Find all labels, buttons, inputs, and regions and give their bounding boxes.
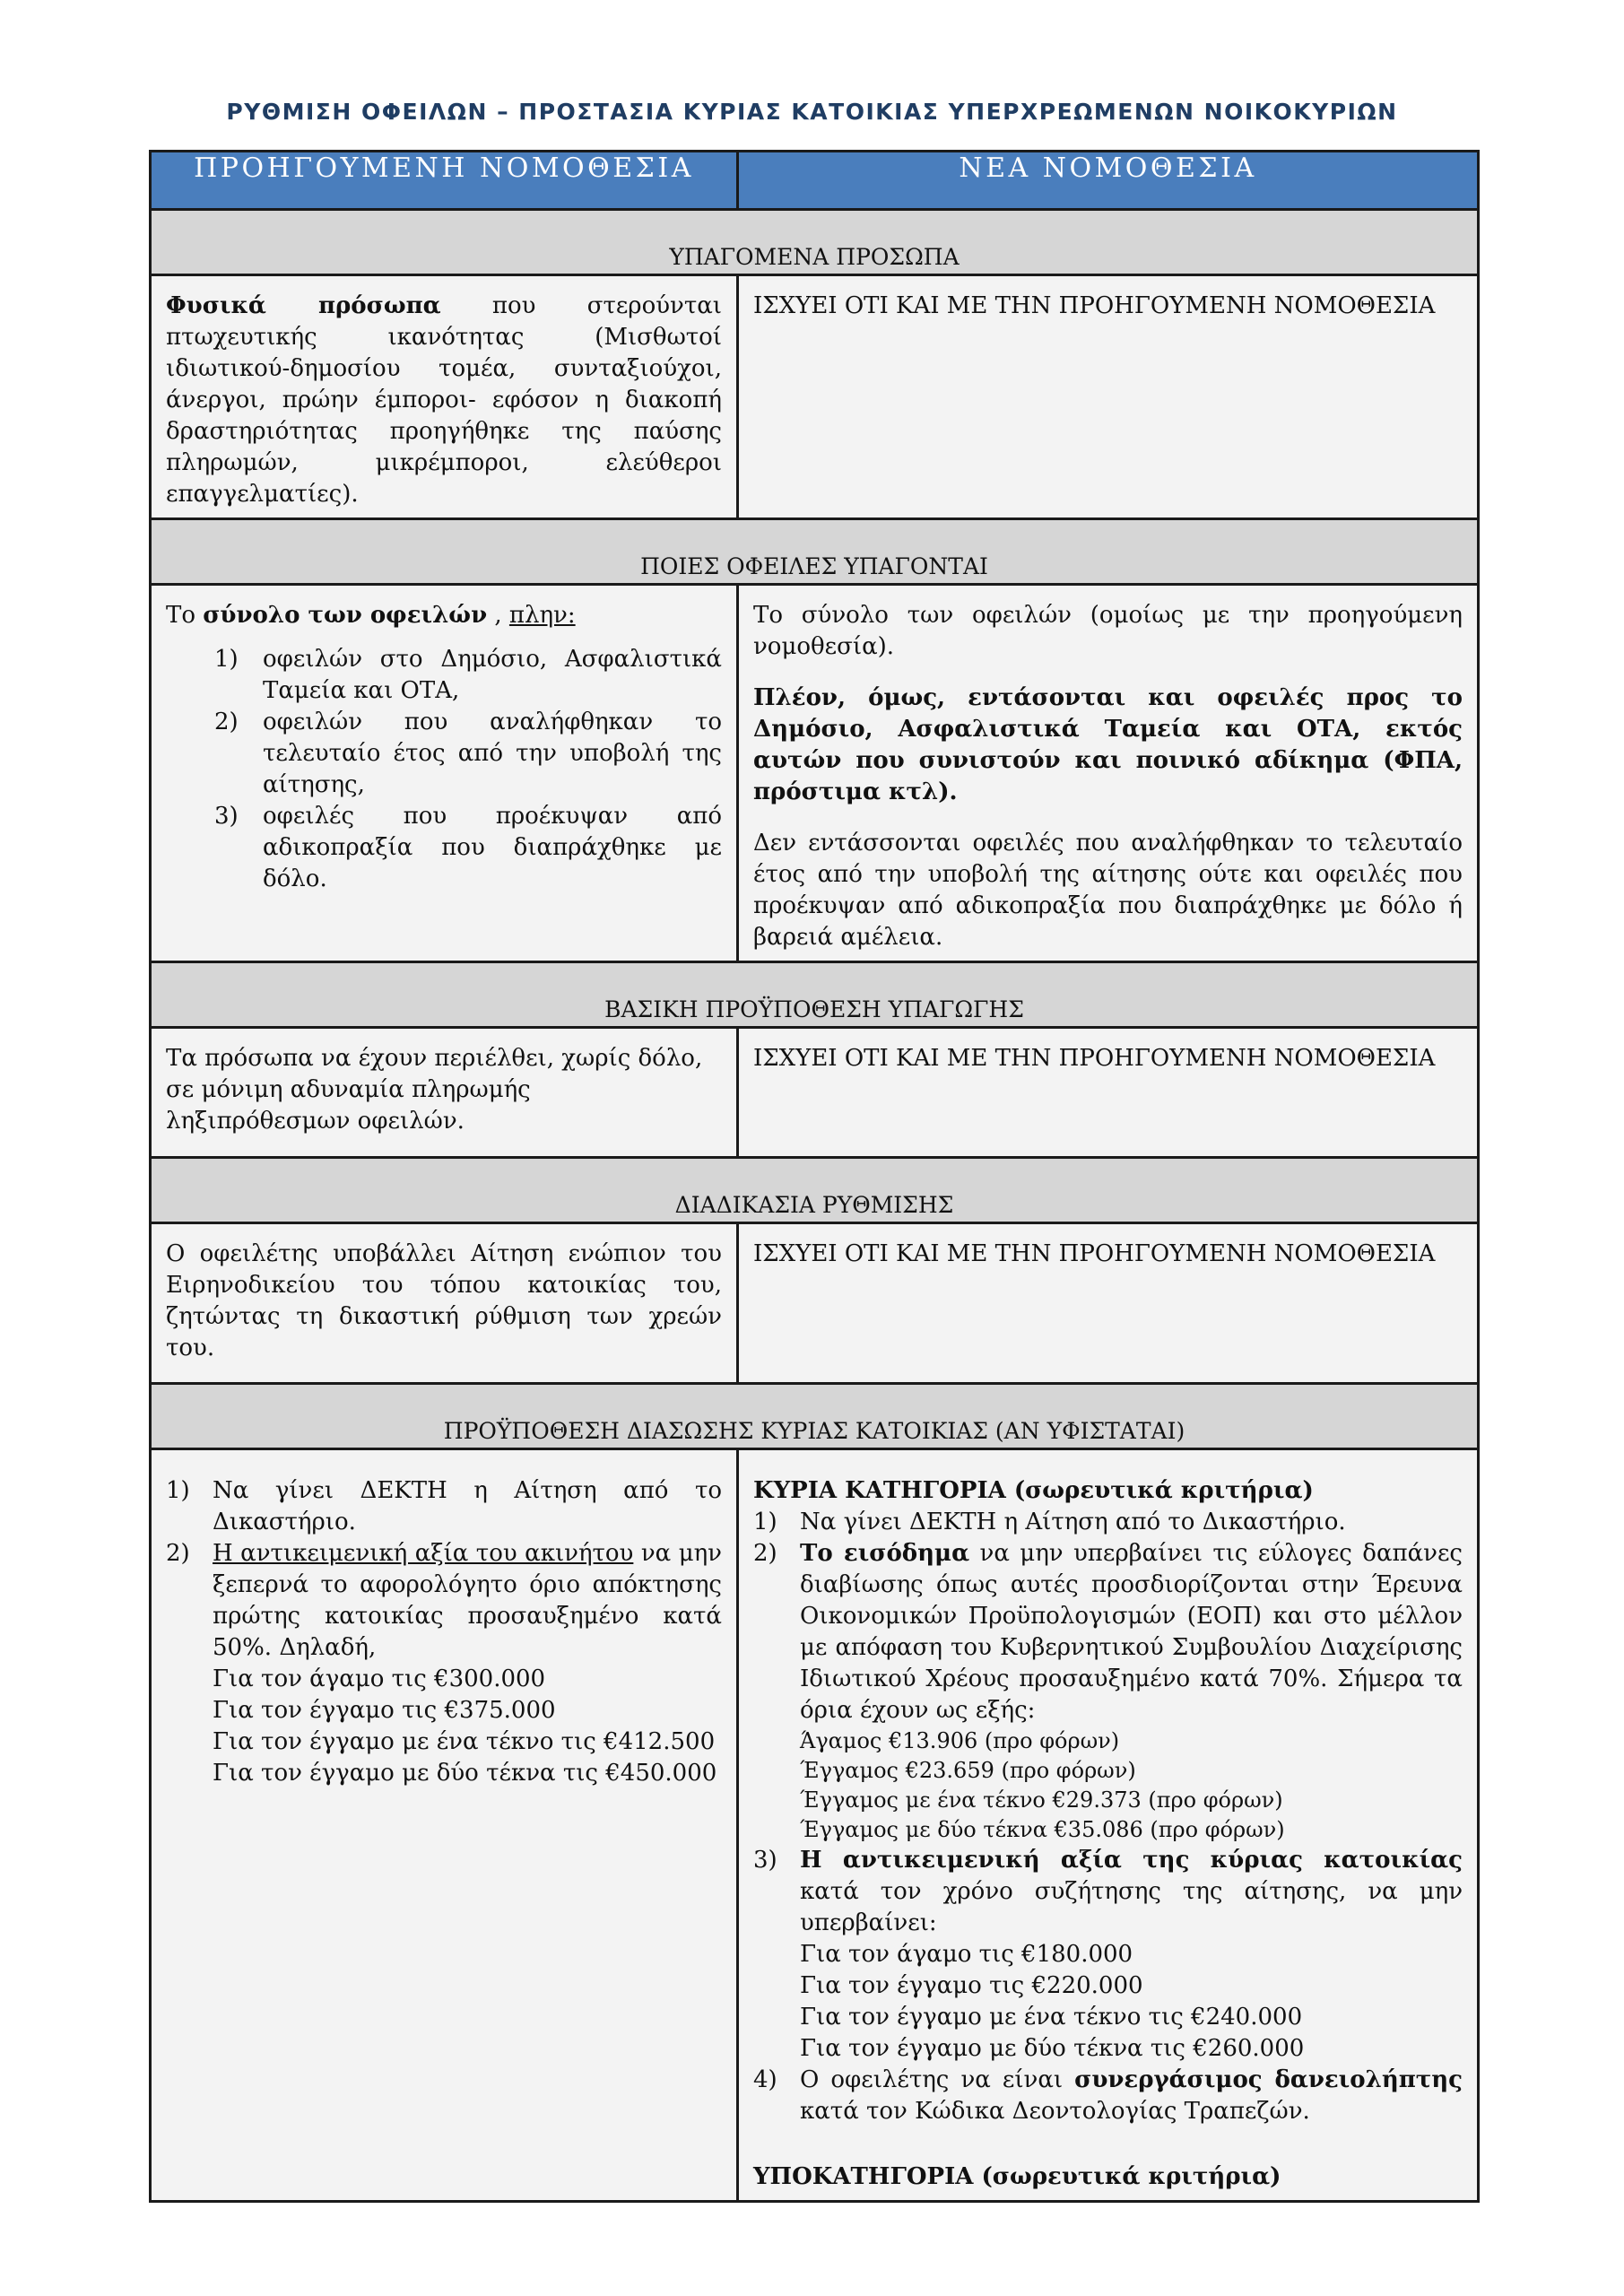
list-text: Να γίνει ΔΕΚΤΗ η Αίτηση από το Δικαστήριο. bbox=[800, 1509, 1346, 1535]
list-text: να μην ξεπερνά το αφορολόγητο όριο απόκτησης πρώτης κατοικίας προσαυξημένο κατά 50%. Δηλαδή, bbox=[213, 1540, 722, 1661]
list-text: να μην υπερβαίνει τις εύλογες δαπάνες διαβίωσης όπως αυτές προσδιορίζονται στην Έρευνα Οικονομικών Προϋπολογισμών (ΕΟΠ) και στο μέλλον με απόφαση του Κυβερνητικού Συμβουλίου Διαχείρισης Ιδιωτικού Χρέους προσαυξημένο κατά 70%. Σήμερα τα όρια έχουν ως εξής: bbox=[800, 1540, 1463, 1724]
threshold-line: Για τον έγγαμο τις €375.000 bbox=[213, 1697, 556, 1724]
list-text: οφειλές που προέκυψαν από αδικοπραξία που διαπράχθηκε με δόλο. bbox=[263, 803, 722, 892]
threshold-line: Για τον έγγαμο με ένα τέκνο τις €240.000 bbox=[800, 2004, 1303, 2031]
old-property-value: Η αντικειμενική αξία του ακινήτου bbox=[213, 1540, 634, 1567]
threshold-line: Για τον έγγαμο με ένα τέκνο τις €412.500 bbox=[213, 1728, 716, 1755]
section-body-row bbox=[151, 585, 1479, 962]
section-body-row bbox=[151, 1449, 1479, 2202]
list-item bbox=[166, 1475, 722, 1538]
new-residence-list bbox=[753, 1507, 1463, 2127]
list-number: 1) bbox=[214, 646, 239, 673]
section-heading-debts: ΠΟΙΕΣ ΟΦΕΙΛΕΣ ΥΠΑΓΟΝΤΑΙ bbox=[151, 519, 1479, 585]
new-debts-cell bbox=[738, 585, 1479, 962]
new-debts-p2-bold: Πλέον, όμως, εντάσονται και οφειλές προς το Δημόσιο, Ασφαλιστικά Ταμεία και ΟΤΑ, εκτός αυτών που συνιστούν και ποινικό αδίκημα (ΦΠΑ, πρόστιμα κτλ). bbox=[753, 684, 1463, 805]
old-debts-bold: σύνολο των οφειλών bbox=[203, 602, 488, 629]
list-number: 3) bbox=[214, 803, 239, 830]
list-number: 1) bbox=[166, 1477, 190, 1504]
new-procedure-text: ΙΣΧΥΕΙ ΟΤΙ ΚΑΙ ΜΕ ΤΗΝ ΠΡΟΗΓΟΥΜΕΝΗ ΝΟΜΟΘΕΣΙΑ bbox=[753, 1240, 1436, 1267]
income-line: Έγγαμος με δύο τέκνα €35.086 (προ φόρων) bbox=[800, 1817, 1285, 1842]
column-header-new: ΝΕΑ ΝΟΜΟΘΕΣΙΑ bbox=[738, 152, 1479, 210]
list-number: 3) bbox=[753, 1847, 777, 1874]
old-persons-rest: που στερούνται πτωχευτικής ικανότητας (Μισθωτοί ιδιωτικού-δημοσίου τομέα, συνταξιούχοι, άνεργοι, πρώην έμποροι- εφόσον η διακοπή δραστηριότητας προηγήθηκε της παύσης πληρωμών, μικρέμποροι, ελεύθεροι επαγγελματίες). bbox=[166, 292, 722, 508]
new-condition-text: ΙΣΧΥΕΙ ΟΤΙ ΚΑΙ ΜΕ ΤΗΝ ΠΡΟΗΓΟΥΜΕΝΗ ΝΟΜΟΘΕΣΙΑ bbox=[753, 1045, 1436, 1072]
threshold-line: Για τον άγαμο τις €180.000 bbox=[800, 1941, 1133, 1968]
list-text: κατά τον Κώδικα Δεοντολογίας Τραπεζών. bbox=[800, 2098, 1310, 2125]
new-persons-text: ΙΣΧΥΕΙ ΟΤΙ ΚΑΙ ΜΕ ΤΗΝ ΠΡΟΗΓΟΥΜΕΝΗ ΝΟΜΟΘΕΣΙΑ bbox=[753, 292, 1436, 319]
list-number: 2) bbox=[214, 709, 239, 735]
threshold-line: Για τον άγαμο τις €300.000 bbox=[213, 1665, 546, 1692]
new-condition-cell bbox=[738, 1028, 1479, 1158]
list-item bbox=[753, 1538, 1463, 1845]
section-heading-row bbox=[151, 210, 1479, 275]
list-text: κατά τον χρόνο συζήτησης της αίτησης, να μην υπερβαίνει: bbox=[800, 1878, 1463, 1936]
new-debts-p3: Δεν εντάσσονται οφειλές που αναλήφθηκαν το τελευταίο έτος από την υποβολή της αίτησης ούτε και οφειλές που προέκυψαν από αδικοπραξία που διαπράχθηκε με δόλο ή βαρειά αμέλεια. bbox=[753, 830, 1463, 951]
section-heading-condition: ΒΑΣΙΚΗ ΠΡΟΫΠΟΘΕΣΗ ΥΠΑΓΩΓΗΣ bbox=[151, 962, 1479, 1028]
list-text: Να γίνει ΔΕΚΤΗ η Αίτηση από το Δικαστήριο. bbox=[213, 1477, 722, 1535]
old-debts-list bbox=[166, 644, 722, 895]
list-number: 1) bbox=[753, 1509, 777, 1535]
threshold-line: Για τον έγγαμο με δύο τέκνα τις €260.000 bbox=[800, 2035, 1305, 2062]
old-debts-mid: , bbox=[487, 602, 509, 629]
list-number: 2) bbox=[753, 1540, 777, 1567]
column-header-old: ΠΡΟΗΓΟΥΜΕΝΗ ΝΟΜΟΘΕΣΙΑ bbox=[151, 152, 738, 210]
cooperative-borrower-bold: συνεργάσιμος δανειολήπτης bbox=[1074, 2066, 1463, 2093]
old-persons-bold: Φυσικά πρόσωπα bbox=[166, 292, 441, 319]
section-heading-row bbox=[151, 1384, 1479, 1449]
list-number: 2) bbox=[166, 1540, 190, 1567]
new-persons-cell bbox=[738, 275, 1479, 519]
section-heading-procedure: ΔΙΑΔΙΚΑΣΙΑ ΡΥΘΜΙΣΗΣ bbox=[151, 1158, 1479, 1223]
section-body-row bbox=[151, 1223, 1479, 1384]
list-text: οφειλών που αναλήφθηκαν το τελευταίο έτος από την υποβολή της αίτησης, bbox=[263, 709, 722, 798]
new-residence-cell bbox=[738, 1449, 1479, 2202]
income-line: Άγαμος €13.906 (προ φόρων) bbox=[800, 1728, 1120, 1753]
old-debts-pre: Το bbox=[166, 602, 204, 629]
income-line: Έγγαμος με ένα τέκνο €29.373 (προ φόρων) bbox=[800, 1787, 1283, 1813]
section-body-row bbox=[151, 1028, 1479, 1158]
income-bold: Το εισόδημα bbox=[800, 1540, 970, 1567]
new-procedure-cell bbox=[738, 1223, 1479, 1384]
old-condition-text: Τα πρόσωπα να έχουν περιέλθει, χωρίς δόλο, σε μόνιμη αδυναμία πληρωμής ληξιπρόθεσμων οφειλών. bbox=[166, 1045, 703, 1135]
list-item bbox=[166, 1538, 722, 1789]
section-heading-row bbox=[151, 1158, 1479, 1223]
list-item bbox=[753, 1507, 1463, 1538]
section-heading-row bbox=[151, 519, 1479, 585]
threshold-line: Για τον έγγαμο τις €220.000 bbox=[800, 1972, 1143, 1999]
section-heading-persons: ΥΠΑΓΟΜΕΝΑ ΠΡΟΣΩΠΑ bbox=[151, 210, 1479, 275]
section-heading-row bbox=[151, 962, 1479, 1028]
column-header-row bbox=[151, 152, 1479, 210]
list-item bbox=[753, 2065, 1463, 2127]
old-condition-cell bbox=[151, 1028, 738, 1158]
residence-value-bold: Η αντικειμενική αξία της κύριας κατοικίας bbox=[800, 1847, 1463, 1874]
list-text: οφειλών στο Δημόσιο, Ασφαλιστικά Ταμεία και ΟΤΑ, bbox=[263, 646, 722, 704]
new-sub-category-heading bbox=[753, 2161, 1463, 2193]
list-item bbox=[753, 1845, 1463, 2065]
threshold-line: Για τον έγγαμο με δύο τέκνα τις €450.000 bbox=[213, 1760, 717, 1787]
comparison-table bbox=[149, 150, 1480, 2203]
old-residence-cell bbox=[151, 1449, 738, 2202]
old-debts-intro bbox=[166, 600, 722, 631]
new-sub-category-label: ΥΠΟΚΑΤΗΓΟΡΙΑ (σωρευτικά κριτήρια) bbox=[753, 2163, 1281, 2190]
old-residence-list bbox=[166, 1475, 722, 1789]
list-item bbox=[166, 801, 722, 895]
new-debts-p2 bbox=[753, 683, 1463, 808]
list-text: Ο οφειλέτης να είναι bbox=[800, 2066, 1075, 2093]
old-persons-cell bbox=[151, 275, 738, 519]
old-debts-cell bbox=[151, 585, 738, 962]
old-persons-text bbox=[166, 291, 722, 510]
old-procedure-cell bbox=[151, 1223, 738, 1384]
list-item bbox=[166, 707, 722, 801]
new-debts-p1: Το σύνολο των οφειλών (ομοίως με την προηγούμενη νομοθεσία). bbox=[753, 602, 1463, 660]
new-main-category-heading bbox=[753, 1475, 1463, 1507]
section-heading-residence: ΠΡΟΫΠΟΘΕΣΗ ΔΙΑΣΩΣΗΣ ΚΥΡΙΑΣ ΚΑΤΟΙΚΙΑΣ (ΑΝ ΥΦΙΣΤΑΤΑΙ) bbox=[151, 1384, 1479, 1449]
list-item bbox=[166, 644, 722, 707]
list-number: 4) bbox=[753, 2066, 777, 2093]
section-body-row bbox=[151, 275, 1479, 519]
income-line: Έγγαμος €23.659 (προ φόρων) bbox=[800, 1758, 1136, 1783]
old-debts-except: πλην: bbox=[508, 602, 576, 629]
document-title: ΡΥΘΜΙΣΗ ΟΦΕΙΛΩΝ – ΠΡΟΣΤΑΣΙΑ ΚΥΡΙΑΣ ΚΑΤΟΙΚΙΑΣ ΥΠΕΡΧΡΕΩΜΕΝΩΝ ΝΟΙΚΟΚΥΡΙΩΝ bbox=[226, 99, 1398, 125]
new-main-category-label: ΚΥΡΙΑ ΚΑΤΗΓΟΡΙΑ (σωρευτικά κριτήρια) bbox=[753, 1477, 1314, 1504]
old-procedure-text: Ο οφειλέτης υποβάλλει Αίτηση ενώπιον του Ειρηνοδικείου του τόπου κατοικίας του, ζητώντας τη δικαστική ρύθμιση των χρεών του. bbox=[166, 1240, 722, 1361]
